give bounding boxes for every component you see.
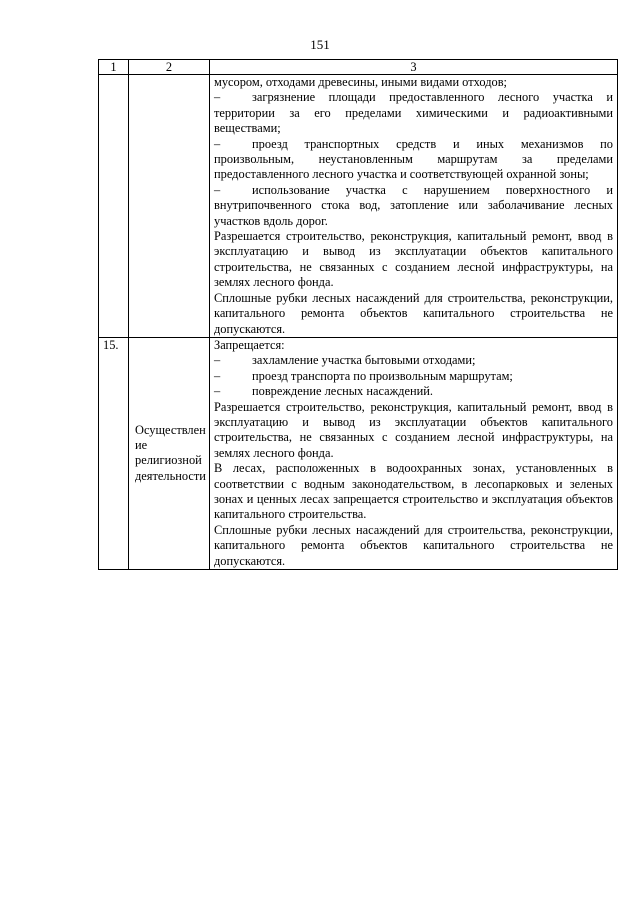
rule-dash-item xyxy=(214,137,613,183)
activity-name: Осуществлен ие религиозной деятельности xyxy=(129,337,210,569)
rule-dash-item xyxy=(214,384,613,399)
rule-paragraph: В лесах, расположенных в водоохранных зонах, установленных в соответствии с водным законодательством, в лесопарковых и зеленых зонах и ценных лесах запрещается строительство и эксплуатация объектов капитального строительства. xyxy=(214,461,613,522)
table-header-row xyxy=(99,60,618,75)
dash-item-text: проезд транспортных средств и иных механизмов по произвольным, неустановленным маршрутам за пределами предоставленного лесного участка и соответствующей охранной зоны; xyxy=(214,136,613,182)
column-header-2: 2 xyxy=(129,60,210,75)
rule-paragraph: Сплошные рубки лесных насаждений для строительства, реконструкции, капитального ремонта объектов капитального строительства не допускаются. xyxy=(214,290,613,336)
dash-marker: – xyxy=(214,136,221,151)
column-header-3: 3 xyxy=(210,60,618,75)
regulations-table xyxy=(98,59,618,570)
dash-item-text: захламление участка бытовыми отходами; xyxy=(252,353,476,368)
dash-marker: – xyxy=(214,384,221,399)
dash-marker: – xyxy=(214,368,221,383)
rule-dash-item xyxy=(214,353,613,368)
activity-name xyxy=(129,75,210,338)
rule-dash-item xyxy=(214,90,613,136)
row-number xyxy=(99,75,129,338)
rule-dash-item xyxy=(214,183,613,229)
dash-marker: – xyxy=(214,182,221,197)
dash-item-text: использование участка с нарушением поверхностного и внутрипочвенного стока вод, затопление или заболачивание лесных участков вдоль дорог. xyxy=(214,182,613,228)
rule-paragraph: Запрещается: xyxy=(214,337,285,352)
rules-cell xyxy=(210,75,618,338)
rule-paragraph: Разрешается строительство, реконструкция, капитальный ремонт, ввод в эксплуатацию и вывод из эксплуатации объектов капитального строительства, не связанных с созданием лесной инфраструктуры, на землях лесного фонда. xyxy=(214,229,613,290)
rules-cell xyxy=(210,337,618,569)
row-number: 15. xyxy=(99,337,129,569)
column-header-1: 1 xyxy=(99,60,129,75)
dash-item-text: повреждение лесных насаждений. xyxy=(252,384,433,399)
table-row xyxy=(99,75,618,338)
dash-item-text: загрязнение площади предоставленного лесного участка и территории за его пределами химическими и радиоактивными веществами; xyxy=(214,90,613,136)
dash-item-text: проезд транспорта по произвольным маршрутам; xyxy=(252,368,513,383)
dash-marker: – xyxy=(214,90,221,105)
page-number: 151 xyxy=(310,37,330,52)
rule-paragraph: Разрешается строительство, реконструкция, капитальный ремонт, ввод в эксплуатацию и вывод из эксплуатации объектов капитального строительства, не связанных с созданием лесной инфраструктуры, на землях лесного фонда. xyxy=(214,399,613,460)
rule-paragraph: мусором, отходами древесины, иными видами отходов; xyxy=(214,75,507,89)
table-row xyxy=(99,337,618,569)
dash-marker: – xyxy=(214,353,221,368)
rule-dash-item xyxy=(214,369,613,384)
rule-paragraph: Сплошные рубки лесных насаждений для строительства, реконструкции, капитального ремонта объектов капитального строительства не допускаются. xyxy=(214,522,613,568)
